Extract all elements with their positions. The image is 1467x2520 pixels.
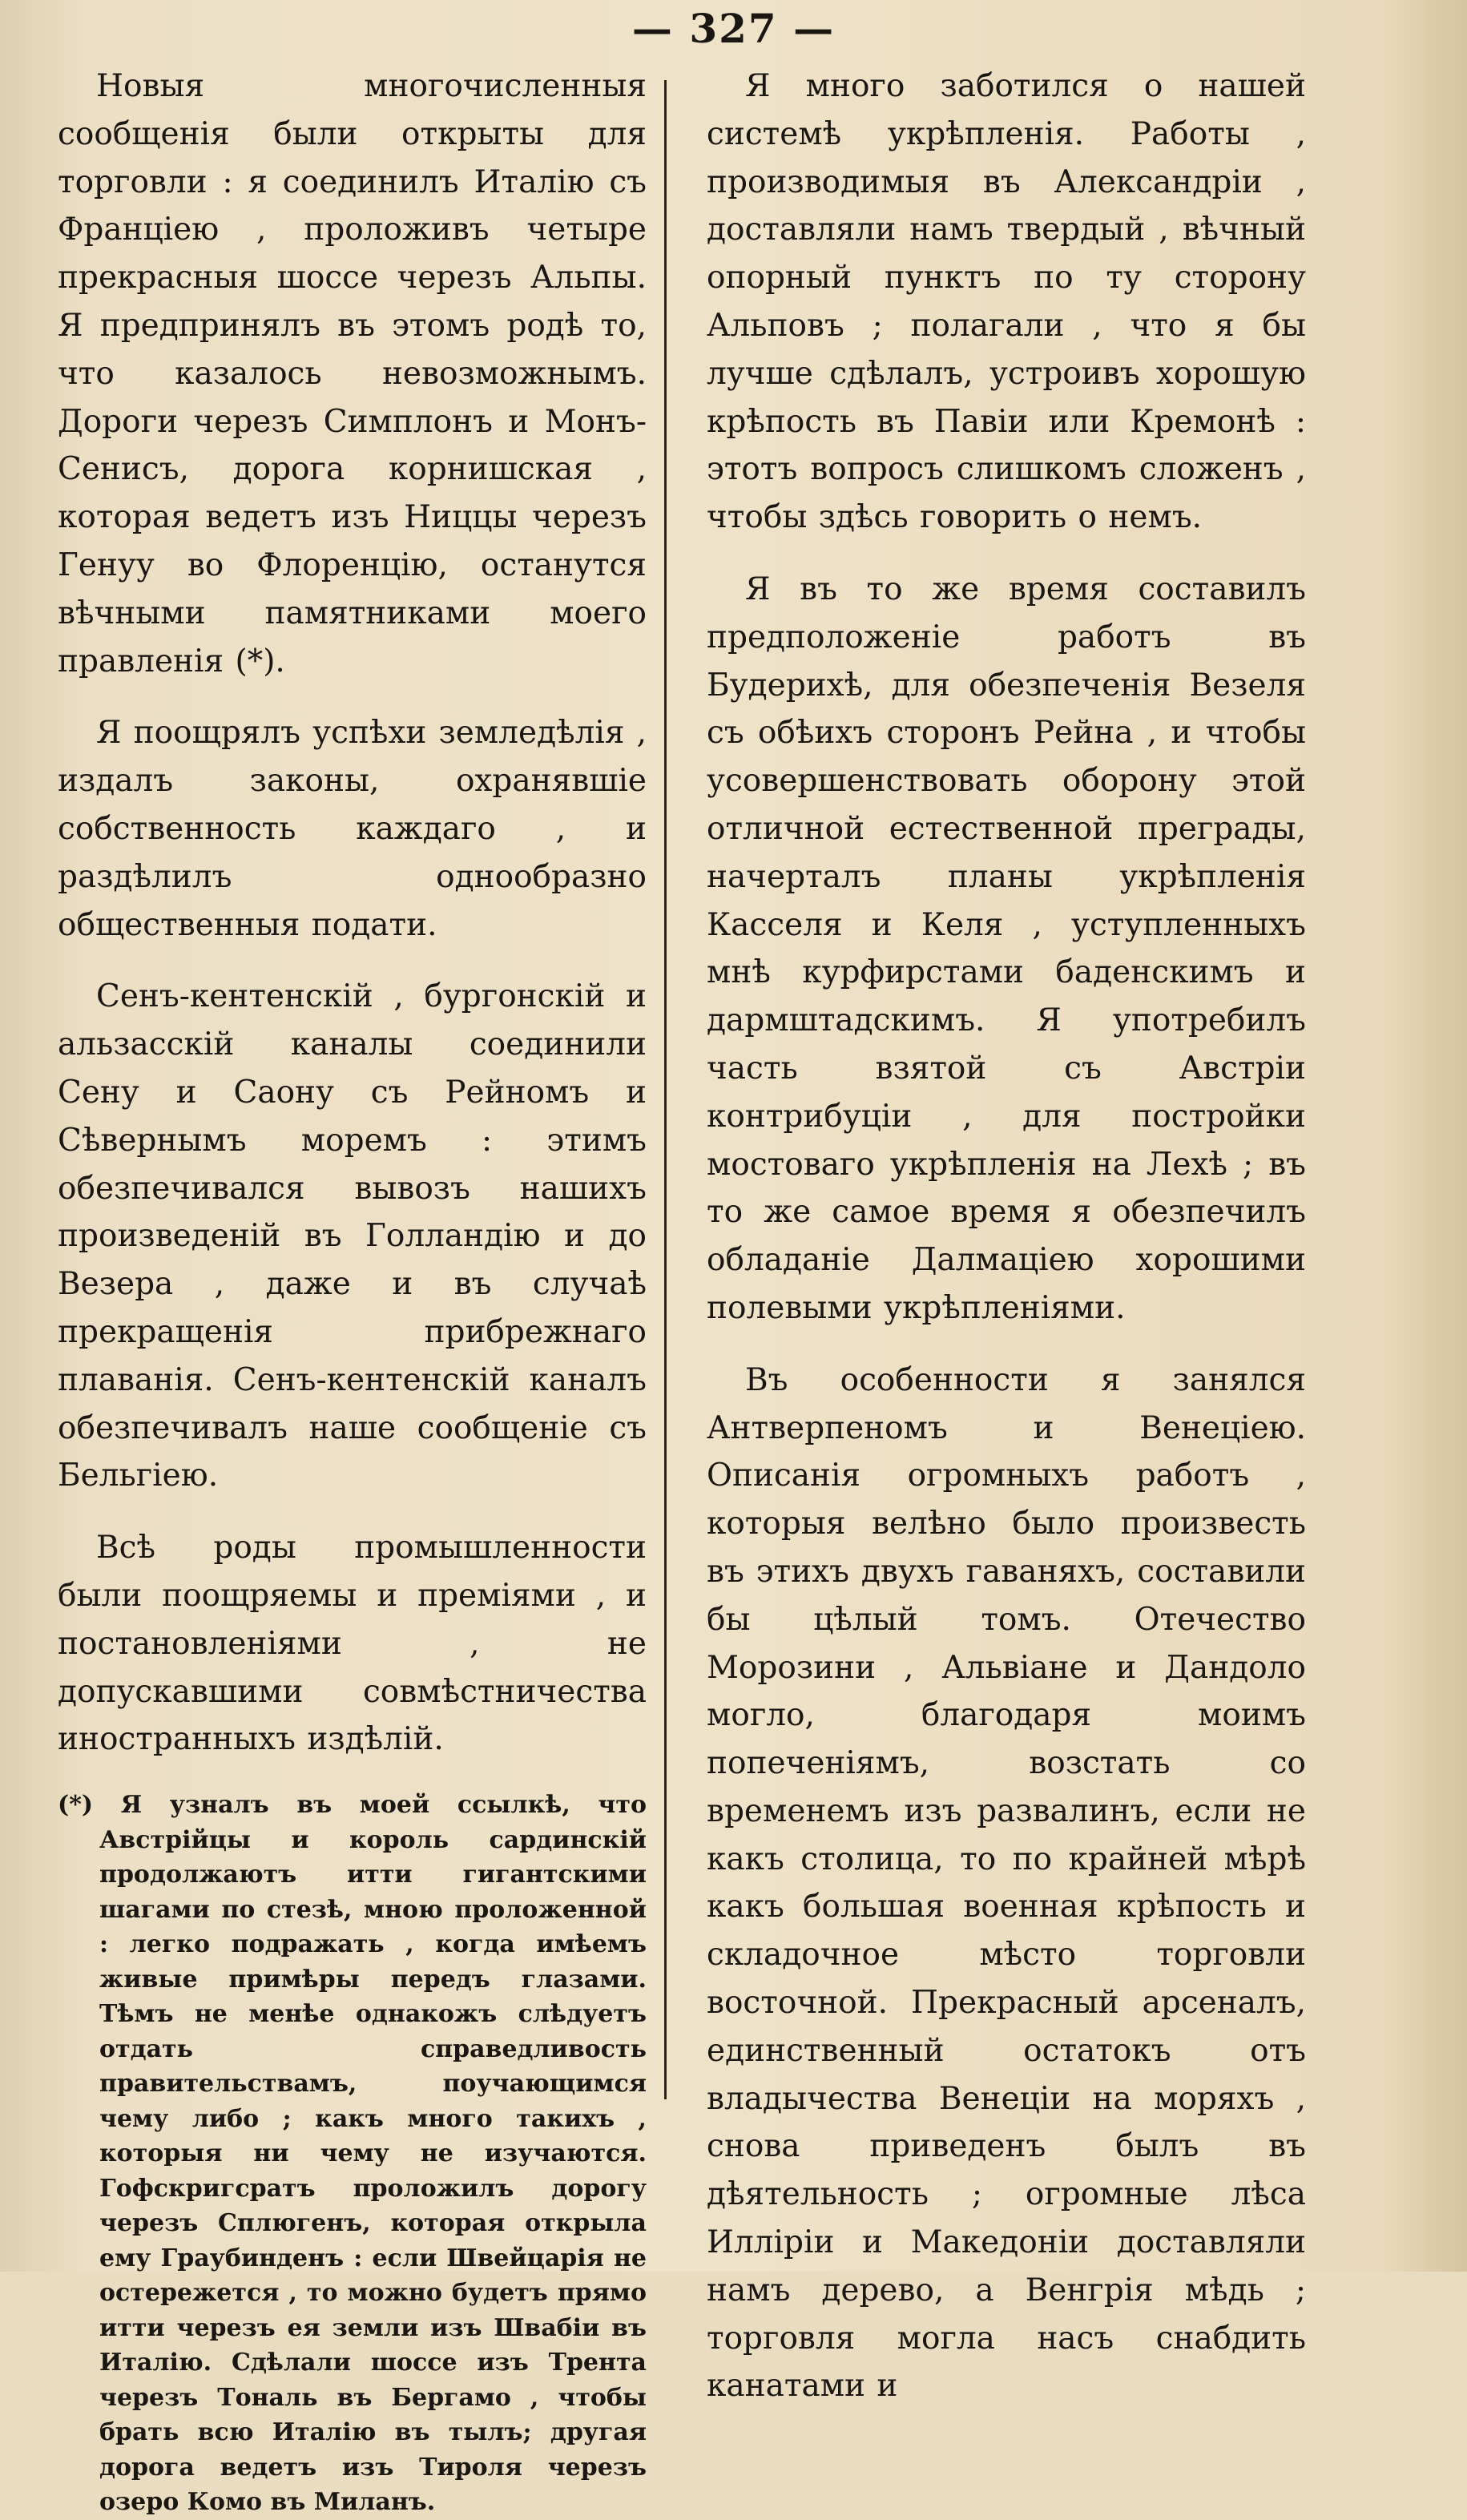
paragraph: Я много заботился о нашей системѣ укрѣпленія. Работы , производимыя въ Александріи , доставляли намъ твердый , вѣчный опорный пунктъ по ту сторону Альповъ ; полагали , что я бы лучше сдѣлалъ, устроивъ хорошую крѣпость въ Павіи или Кремонѣ : этотъ вопросъ слишкомъ сложенъ , чтобы здѣсь говорить о немъ. <box>707 68 1306 536</box>
paragraph: Я поощрялъ успѣхи земледѣлія , издалъ законы, охранявшіе собственность каждаго , и раздѣлилъ однообразно общественныя подати. <box>58 715 647 943</box>
paragraph: Новыя многочисленныя сообщенія были открыты для торговли : я соединилъ Италію съ Франціею , проложивъ четыре прекрасныя шоссе черезъ Альпы. Я предпринялъ въ этомъ родѣ то, что казалось невозможнымъ. Дороги черезъ Симплонъ и Монъ-Сенисъ, дорога корнишская , которая ведетъ изъ Ниццы черезъ Генуу во Флоренцію, останутся вѣчными памятниками моего правленія (*). <box>58 68 647 679</box>
paragraph: Я въ то же время составилъ предположеніе работъ въ Будерихѣ, для обезпеченія Везеля съ обѣихъ сторонъ Рейна , и чтобы усовершенствовать оборону этой отличной естественной преграды, начерталъ планы укрѣпленія Касселя и Келя , уступленныхъ мнѣ курфирстами баденскимъ и дармштадскимъ. Я употребилъ часть взятой съ Австріи контрибуціи , для постройки мостоваго укрѣпленія на Лехѣ ; въ то же самое время я обезпечилъ обладаніе Далмаціею хорошими полевыми укрѣпленіями. <box>707 571 1306 1326</box>
paragraph: Въ особенности я занялся Антверпеномъ и Венеціею. Описанія огромныхъ работъ , которыя велѣно было произвесть въ этихъ двухъ гаваняхъ, составили бы цѣлый томъ. Отечество Морозини , Альвіане и Дандоло могло, благодаря моимъ попеченіямъ, возстать со временемъ изъ развалинъ, если не какъ столица, то по крайней мѣрѣ какъ большая военная крѣпость и складочное мѣсто торговли восточной. Прекрасный арсеналъ, единственный остатокъ отъ владычества Венеціи на моряхъ , снова приведенъ былъ въ дѣятельность ; огромные лѣса Илліріи и Македоніи доставляли намъ дерево, а Венгрія мѣдь ; торговля могла насъ снабдить канатами и <box>707 1361 1306 2405</box>
paragraph: Всѣ роды промышленности были поощряемы и преміями , и постановленіями , не допускавшими совмѣстничества иностранныхъ издѣлій. <box>58 1530 647 1758</box>
right-column <box>707 62 1306 2434</box>
left-column <box>58 62 647 2520</box>
footnote: (*) Я узналъ въ моей ссылкѣ, что Австрійцы и король сардинскій продолжаютъ итти гигантскими шагами по стезѣ, мною проложенной : легко подражать , когда имѣемъ живые примѣры передъ глазами. Тѣмъ не менѣе однакожъ слѣдуетъ отдать справедливость правительствамъ, поучающимся чему либо ; какъ много такихъ , которыя ни чему не изучаются. Гофскригсратъ проложилъ дорогу черезъ Сплюгенъ, которая открыла ему Граубинденъ : если Швейцарія не остережется , то можно будетъ прямо итти черезъ ея земли изъ Швабіи въ Италію. Сдѣлали шоссе изъ Трента черезъ Тональ въ Бергамо , чтобы брать всю Италію въ тылъ; другая дорога ведетъ изъ Тироля черезъ озеро Комо въ Миланъ. <box>58 1791 647 2517</box>
paragraph: Сенъ-кентенскій , бургонскій и альзасскій каналы соединили Сену и Саону съ Рейномъ и Сѣвернымъ моремъ : этимъ обезпечивался вывозъ нашихъ произведеній въ Голландію и до Везера , даже и въ случаѣ прекращенія прибрежнаго плаванія. Сенъ-кентенскій каналъ обезпечивалъ наше сообщеніе съ Бельгіею. <box>58 978 647 1494</box>
page-number: — 327 — <box>631 5 836 52</box>
column-divider <box>664 80 667 2099</box>
